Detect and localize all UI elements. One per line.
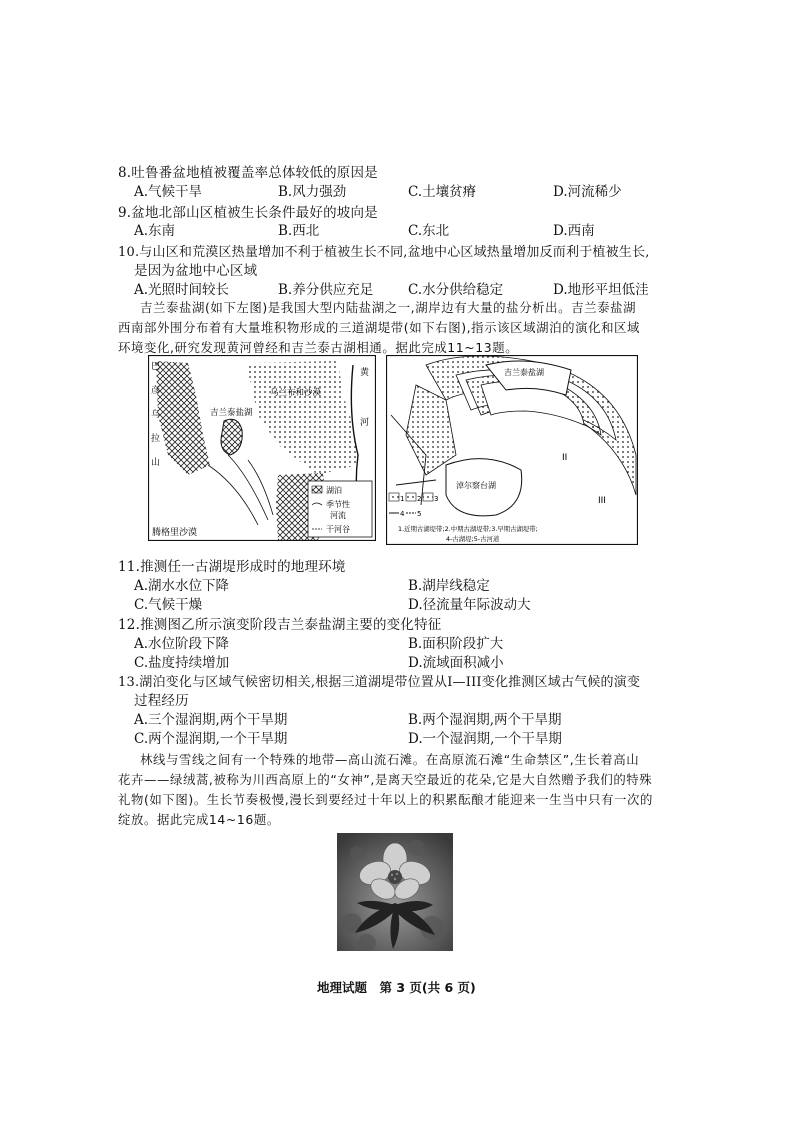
right-label-zone2: II <box>562 453 568 463</box>
q13-option-a: A.三个湿润期,两个干旱期 <box>134 712 288 728</box>
q13-option-c: C.两个湿润期,一个干旱期 <box>134 731 288 747</box>
q13-option-d: D.一个湿润期,一个干旱期 <box>408 731 562 747</box>
q8-stem: 8.吐鲁番盆地植被覆盖率总体较低的原因是 <box>118 165 378 181</box>
q11-stem: 11.推测任一古湖堤形成时的地理环境 <box>118 559 346 575</box>
q9-option-b: B.西北 <box>278 223 320 239</box>
q13-stem-line2: 过程经历 <box>134 693 189 709</box>
q12-stem: 12.推测图乙所示演变阶段吉兰泰盐湖主要的变化特征 <box>118 617 442 633</box>
q9-stem: 9.盆地北部山区植被生长条件最好的坡向是 <box>118 205 378 221</box>
intro1-line1: 吉兰泰盐湖(如下左图)是我国大型内陆盐湖之一,湖岸边有大量的盐分析出。吉兰泰盐湖 <box>140 300 637 315</box>
label-mountain-4: 山 <box>151 458 161 468</box>
intro1-line3: 环境变化,研究发现黄河曾经和吉兰泰古湖相通。据此完成11~13题。 <box>118 340 519 355</box>
q8-option-a: A.气候干旱 <box>134 184 203 200</box>
legend-seasonal: 季节性 <box>326 500 350 509</box>
q9-option-a: A.东南 <box>134 223 176 239</box>
q12-option-b: B.面积阶段扩大 <box>408 636 504 652</box>
label-desert-north: 乌兰布和沙漠 <box>270 388 322 398</box>
right-legend-4: 4 <box>400 510 405 518</box>
label-river-1: 河 <box>360 418 370 428</box>
q12-option-a: A.水位阶段下降 <box>134 636 230 652</box>
q12-option-d: D.流域面积减小 <box>408 655 504 671</box>
q11-option-a: A.湖水水位下降 <box>134 578 230 594</box>
label-lake: 吉兰泰盐湖 <box>210 408 253 418</box>
q13-stem-line1: 13.湖泊变化与区域气候密切相关,根据三道湖堤带位置从I—III变化推测区域古气候的演变 <box>118 675 641 690</box>
q13-option-b: B.两个湿润期,两个干旱期 <box>408 712 562 728</box>
intro2-line1: 林线与雪线之间有一个特殊的地带—高山流石滩。在高原流石滩“生命禁区”,生长着高山 <box>140 752 640 767</box>
label-desert-south: 腾格里沙漠 <box>152 528 198 538</box>
legend-lake: 湖泊 <box>326 486 342 495</box>
right-legend-caption-2: 4-古湖堤;5-古河道 <box>446 535 500 543</box>
q8-option-d: D.河流稀少 <box>553 184 622 200</box>
right-legend-2: 2 <box>417 495 422 503</box>
map-left-jilantai <box>148 355 376 541</box>
intro2-line2: 花卉——绿绒蒿,被称为川西高原上的“女神”,是离天空最近的花朵,它是大自然赠予我们的特殊 <box>118 772 653 787</box>
right-legend-caption-1: 1.近期古湖堤带;2.中期古湖堤带;3.早期古湖堤带; <box>398 525 538 533</box>
map-right-lake-levees <box>386 355 638 545</box>
label-mountain-2: 乌 <box>151 410 161 420</box>
label-mountain-3: 拉 <box>151 434 161 444</box>
flower-photo <box>337 833 453 951</box>
right-legend-1: 1 <box>400 495 405 503</box>
right-legend-3: 3 <box>434 495 439 503</box>
q10-option-b: B.养分供应充足 <box>278 282 374 298</box>
q11-option-b: B.湖岸线稳定 <box>408 578 490 594</box>
label-mountain-1: 彦 <box>151 386 161 396</box>
q8-option-b: B.风力强劲 <box>278 184 347 200</box>
q11-option-c: C.气候干燥 <box>134 597 203 613</box>
q10-stem-line1: 10.与山区和荒漠区热量增加不利于植被生长不同,盆地中心区域热量增加反而利于植被生长, <box>118 245 650 260</box>
right-label-lake: 吉兰泰盐湖 <box>504 368 544 377</box>
legend-river: 河流 <box>330 511 346 520</box>
right-label-zone3: III <box>598 496 606 506</box>
q9-option-c: C.东北 <box>408 223 450 239</box>
q10-option-c: C.水分供给稳定 <box>408 282 504 298</box>
q12-option-c: C.盐度持续增加 <box>134 655 230 671</box>
intro2-line4: 绽放。据此完成14~16题。 <box>118 812 280 827</box>
page-footer: 地理试题 第 3 页(共 6 页) <box>317 980 476 995</box>
q10-option-d: D.地形平坦低洼 <box>553 282 649 298</box>
intro1-line2: 西南部外围分布着有大量堆积物形成的三道湖堤带(如下右图),指示该区域湖泊的演化和区域 <box>118 320 641 335</box>
q11-option-d: D.径流量年际波动大 <box>408 597 531 613</box>
right-label-basin: 淖尔察台湖 <box>456 481 496 490</box>
q9-option-d: D.西南 <box>553 223 595 239</box>
q10-stem-line2: 是因为盆地中心区域 <box>134 263 258 279</box>
intro2-line3: 礼物(如下图)。生长节奏极慢,漫长到要经过十年以上的积累酝酿才能迎来一生当中只有一次的 <box>118 792 654 807</box>
legend-dry-valley: 干河谷 <box>326 525 350 534</box>
right-legend-5: 5 <box>417 510 422 518</box>
q10-option-a: A.光照时间较长 <box>134 282 230 298</box>
q8-option-c: C.土壤贫瘠 <box>408 184 477 200</box>
label-mountain-0: 巴 <box>151 362 161 372</box>
label-river-0: 黄 <box>360 368 370 378</box>
